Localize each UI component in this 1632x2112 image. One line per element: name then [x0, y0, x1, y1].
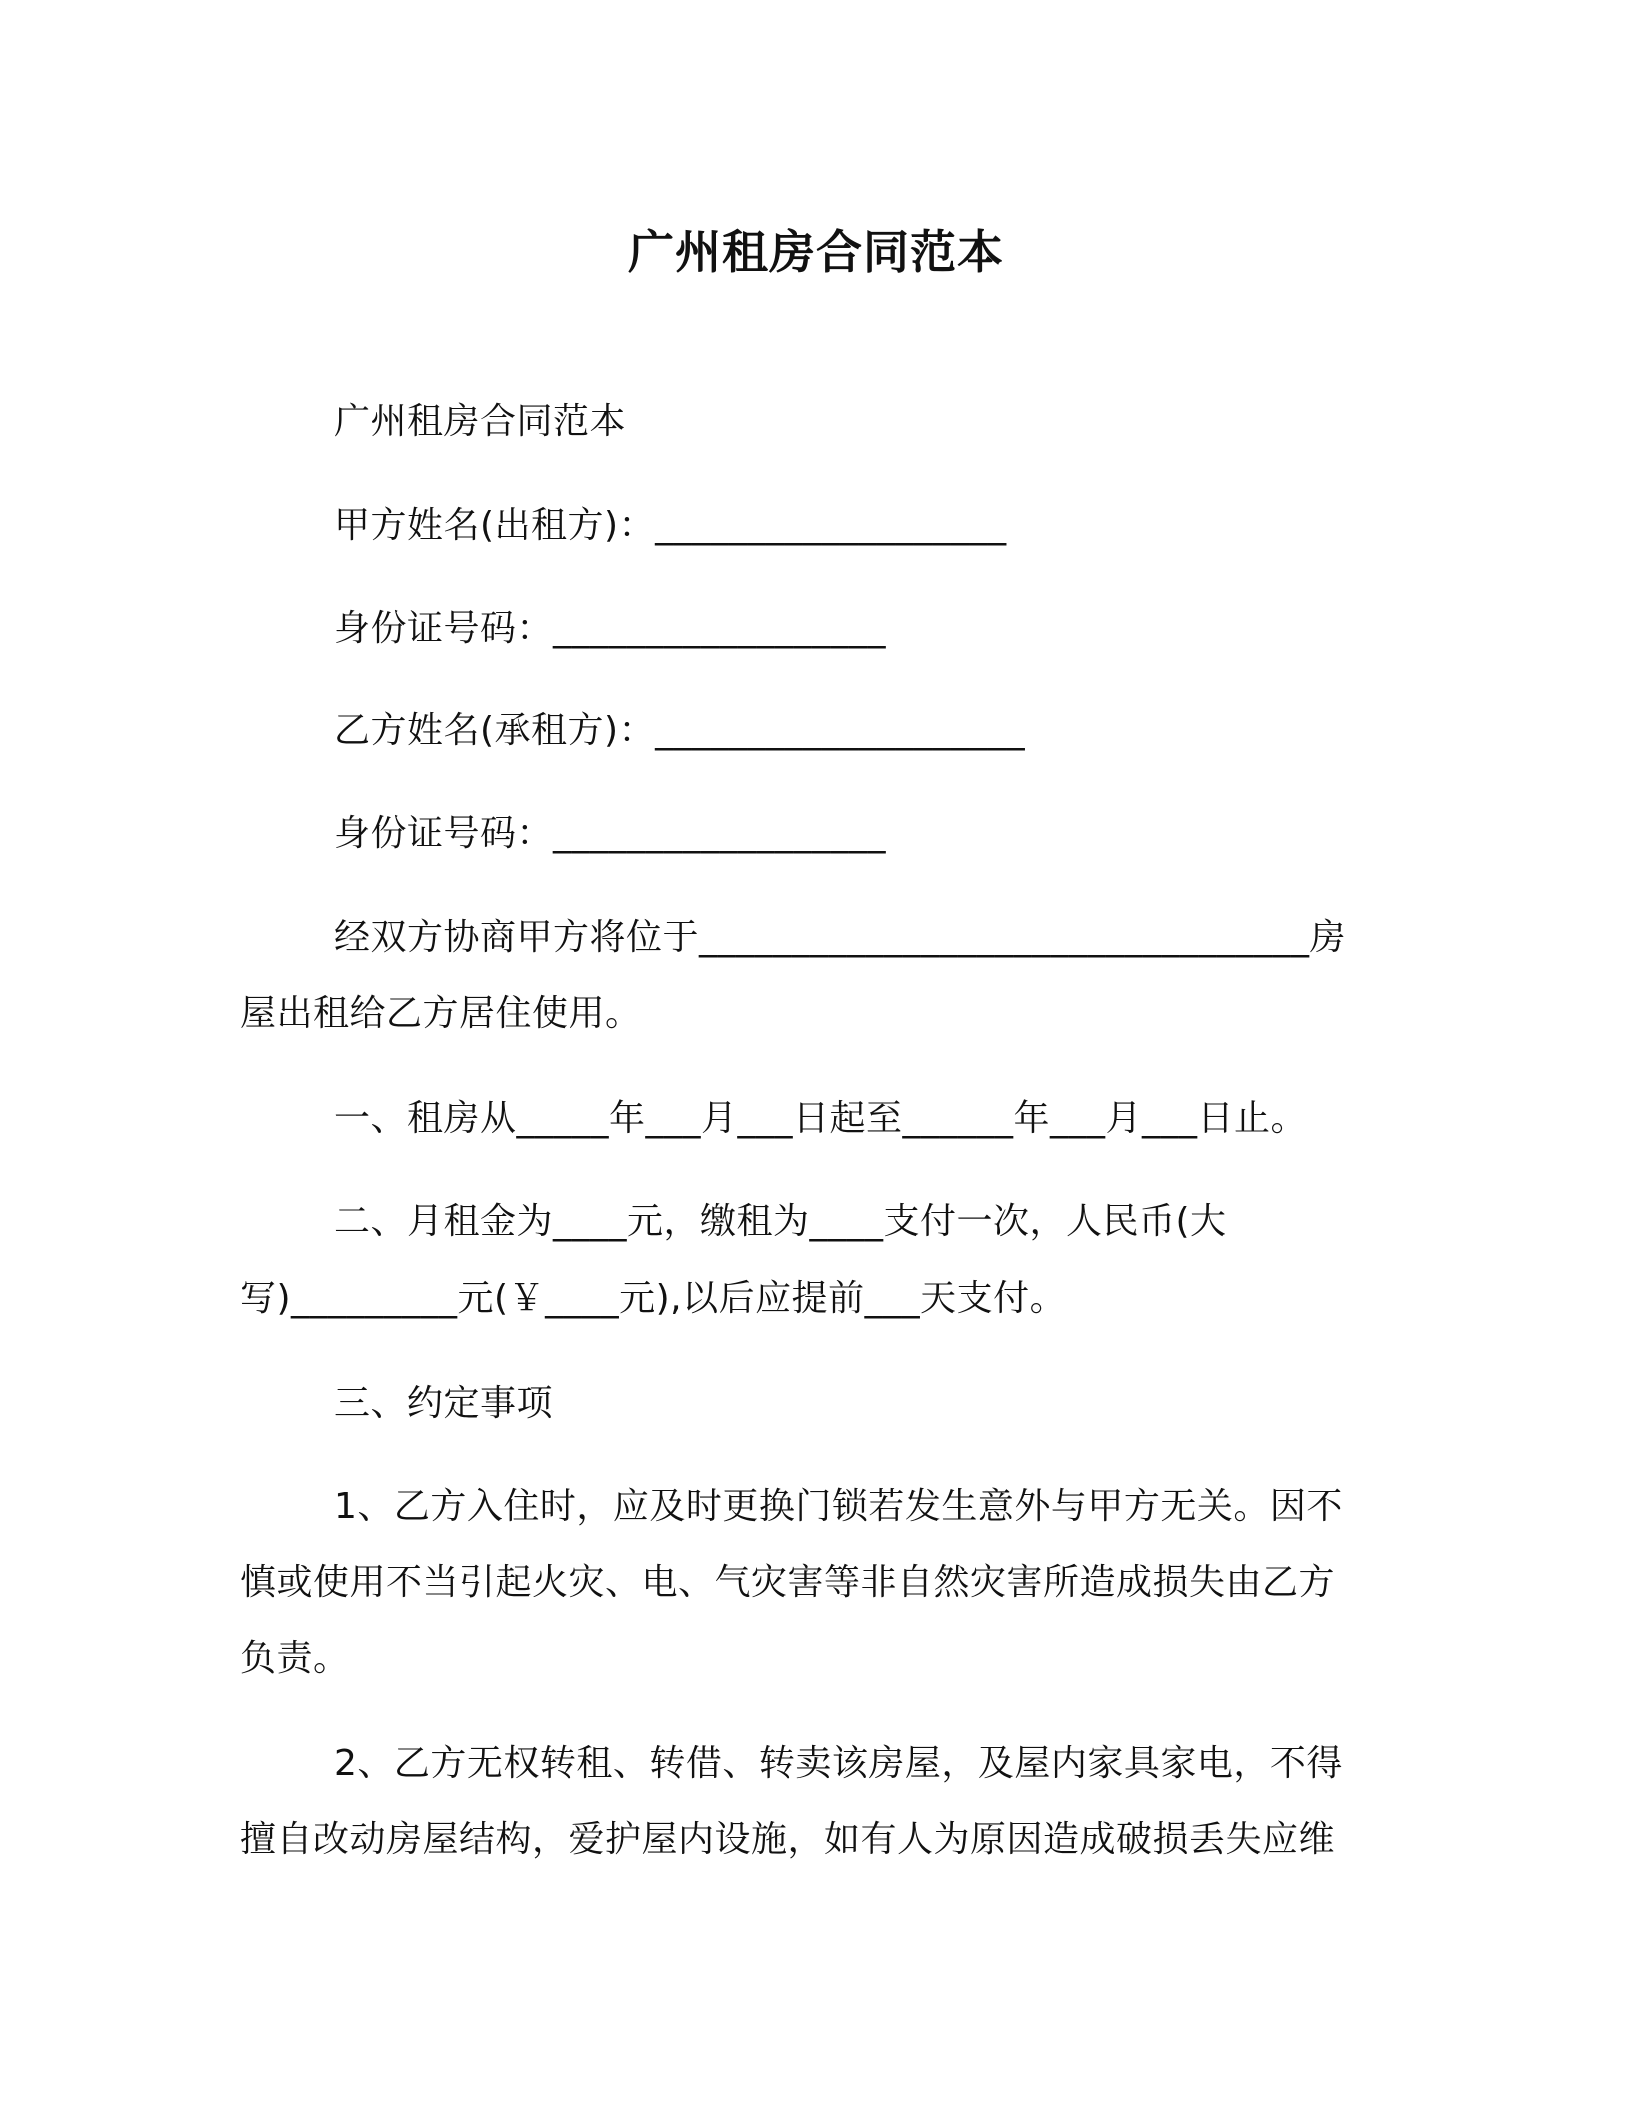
clause-2-line-2: 写)_________元(￥____元),以后应提前___天支付。: [240, 1278, 1067, 1319]
party-b-id-line: 身份证号码：__________________: [334, 813, 887, 854]
item-2-line-2: 擅自改动房屋结构，爱护屋内设施，如有人为原因造成破损丢失应维: [240, 1819, 1336, 1860]
clause-3-heading: 三、约定事项: [334, 1383, 554, 1424]
location-paragraph-line-1: 经双方协商甲方将位于_________________________________房: [334, 917, 1347, 958]
document-title: 广州租房合同范本: [628, 225, 1004, 279]
party-a-name-line: 甲方姓名(出租方)：___________________: [334, 505, 1007, 546]
item-1-line-3: 负责。: [240, 1638, 350, 1679]
clause-1-line: 一、租房从_____年___月___日起至______年___月___日止。: [334, 1098, 1308, 1139]
item-1-line-2: 慎或使用不当引起火灾、电、气灾害等非自然灾害所造成损失由乙方: [240, 1562, 1336, 1603]
clause-2-line-1: 二、月租金为____元，缴租为____支付一次，人民币(大: [334, 1201, 1227, 1242]
item-1-line-1: 1、乙方入住时，应及时更换门锁若发生意外与甲方无关。因不: [334, 1486, 1343, 1527]
party-a-id-line: 身份证号码：__________________: [334, 608, 887, 649]
document-subtitle: 广州租房合同范本: [334, 401, 627, 442]
party-b-name-line: 乙方姓名(承租方)：____________________: [334, 710, 1026, 751]
location-paragraph-line-2: 屋出租给乙方居住使用。: [240, 993, 642, 1034]
item-2-line-1: 2、乙方无权转租、转借、转卖该房屋，及屋内家具家电，不得: [334, 1743, 1343, 1784]
